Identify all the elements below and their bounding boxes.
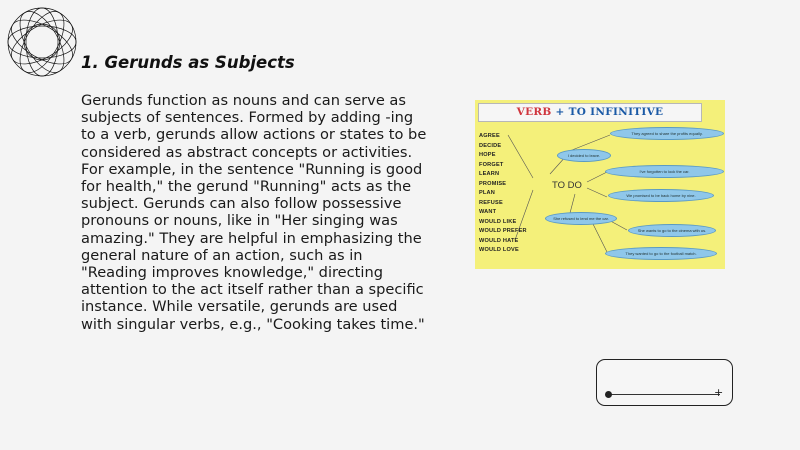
figure-header-rest: + TO INFINITIVE (551, 106, 664, 118)
verb-item: DECIDE (479, 142, 502, 149)
verb-item: WOULD HATE (479, 237, 519, 244)
to-do-label: TO DO (552, 180, 582, 191)
plus-icon[interactable]: + (714, 386, 724, 399)
circular-lattice-icon (6, 6, 78, 78)
slider-handle[interactable] (605, 391, 612, 398)
verb-item: WOULD LIKE (479, 218, 517, 225)
example-bubble: I decided to leave. (557, 149, 611, 162)
verb-item: AGREE (479, 133, 500, 139)
example-bubble: I've forgotten to lock the car. (605, 165, 724, 178)
example-bubble: They agreed to share the profits equally. (610, 127, 724, 140)
verb-item: FORGET (479, 161, 504, 168)
verb-item: REFUSE (479, 199, 503, 206)
verb-item: LEARN (479, 171, 500, 177)
example-bubble: They wanted to go to the football match. (605, 247, 717, 260)
slider-track[interactable] (608, 394, 720, 395)
verb-to-infinitive-figure (475, 100, 725, 269)
slide-body-text: Gerunds function as nouns and can serve as subjects of sentences. Formed by adding -ing to a verb, gerunds allow actions or states to be considered as abstract concepts or activities. For example, in the sentence "Running is good for health," the gerund "Running" acts as the subject. Gerunds can also follow possessive pronouns or nouns, like in "Her singing was amazing." They are helpful in emphasizing the general nature of an action, such as in "Reading improves knowledge," directing attention to the act itself rather than a specific instance. While versatile, gerunds are used with singular verbs, e.g., "Cooking takes time." (81, 92, 427, 333)
verb-item: PROMISE (479, 180, 507, 187)
verb-item: HOPE (479, 152, 496, 158)
example-bubble: We promised to be back home by nine. (608, 189, 714, 202)
verb-item: PLAN (479, 190, 496, 196)
slider-widget[interactable] (596, 359, 733, 406)
example-bubble: She refused to lend me the car. (545, 212, 617, 225)
slide-title: 1. Gerunds as Subjects (81, 53, 295, 72)
figure-header-verb: VERB (516, 106, 552, 118)
verb-item: WANT (479, 209, 497, 215)
verb-item: WOULD PREFER (479, 228, 527, 234)
example-bubble: She wants to go to the cinema with us. (628, 224, 716, 237)
verb-list (479, 132, 527, 256)
verb-item: WOULD LOVE (479, 247, 519, 253)
